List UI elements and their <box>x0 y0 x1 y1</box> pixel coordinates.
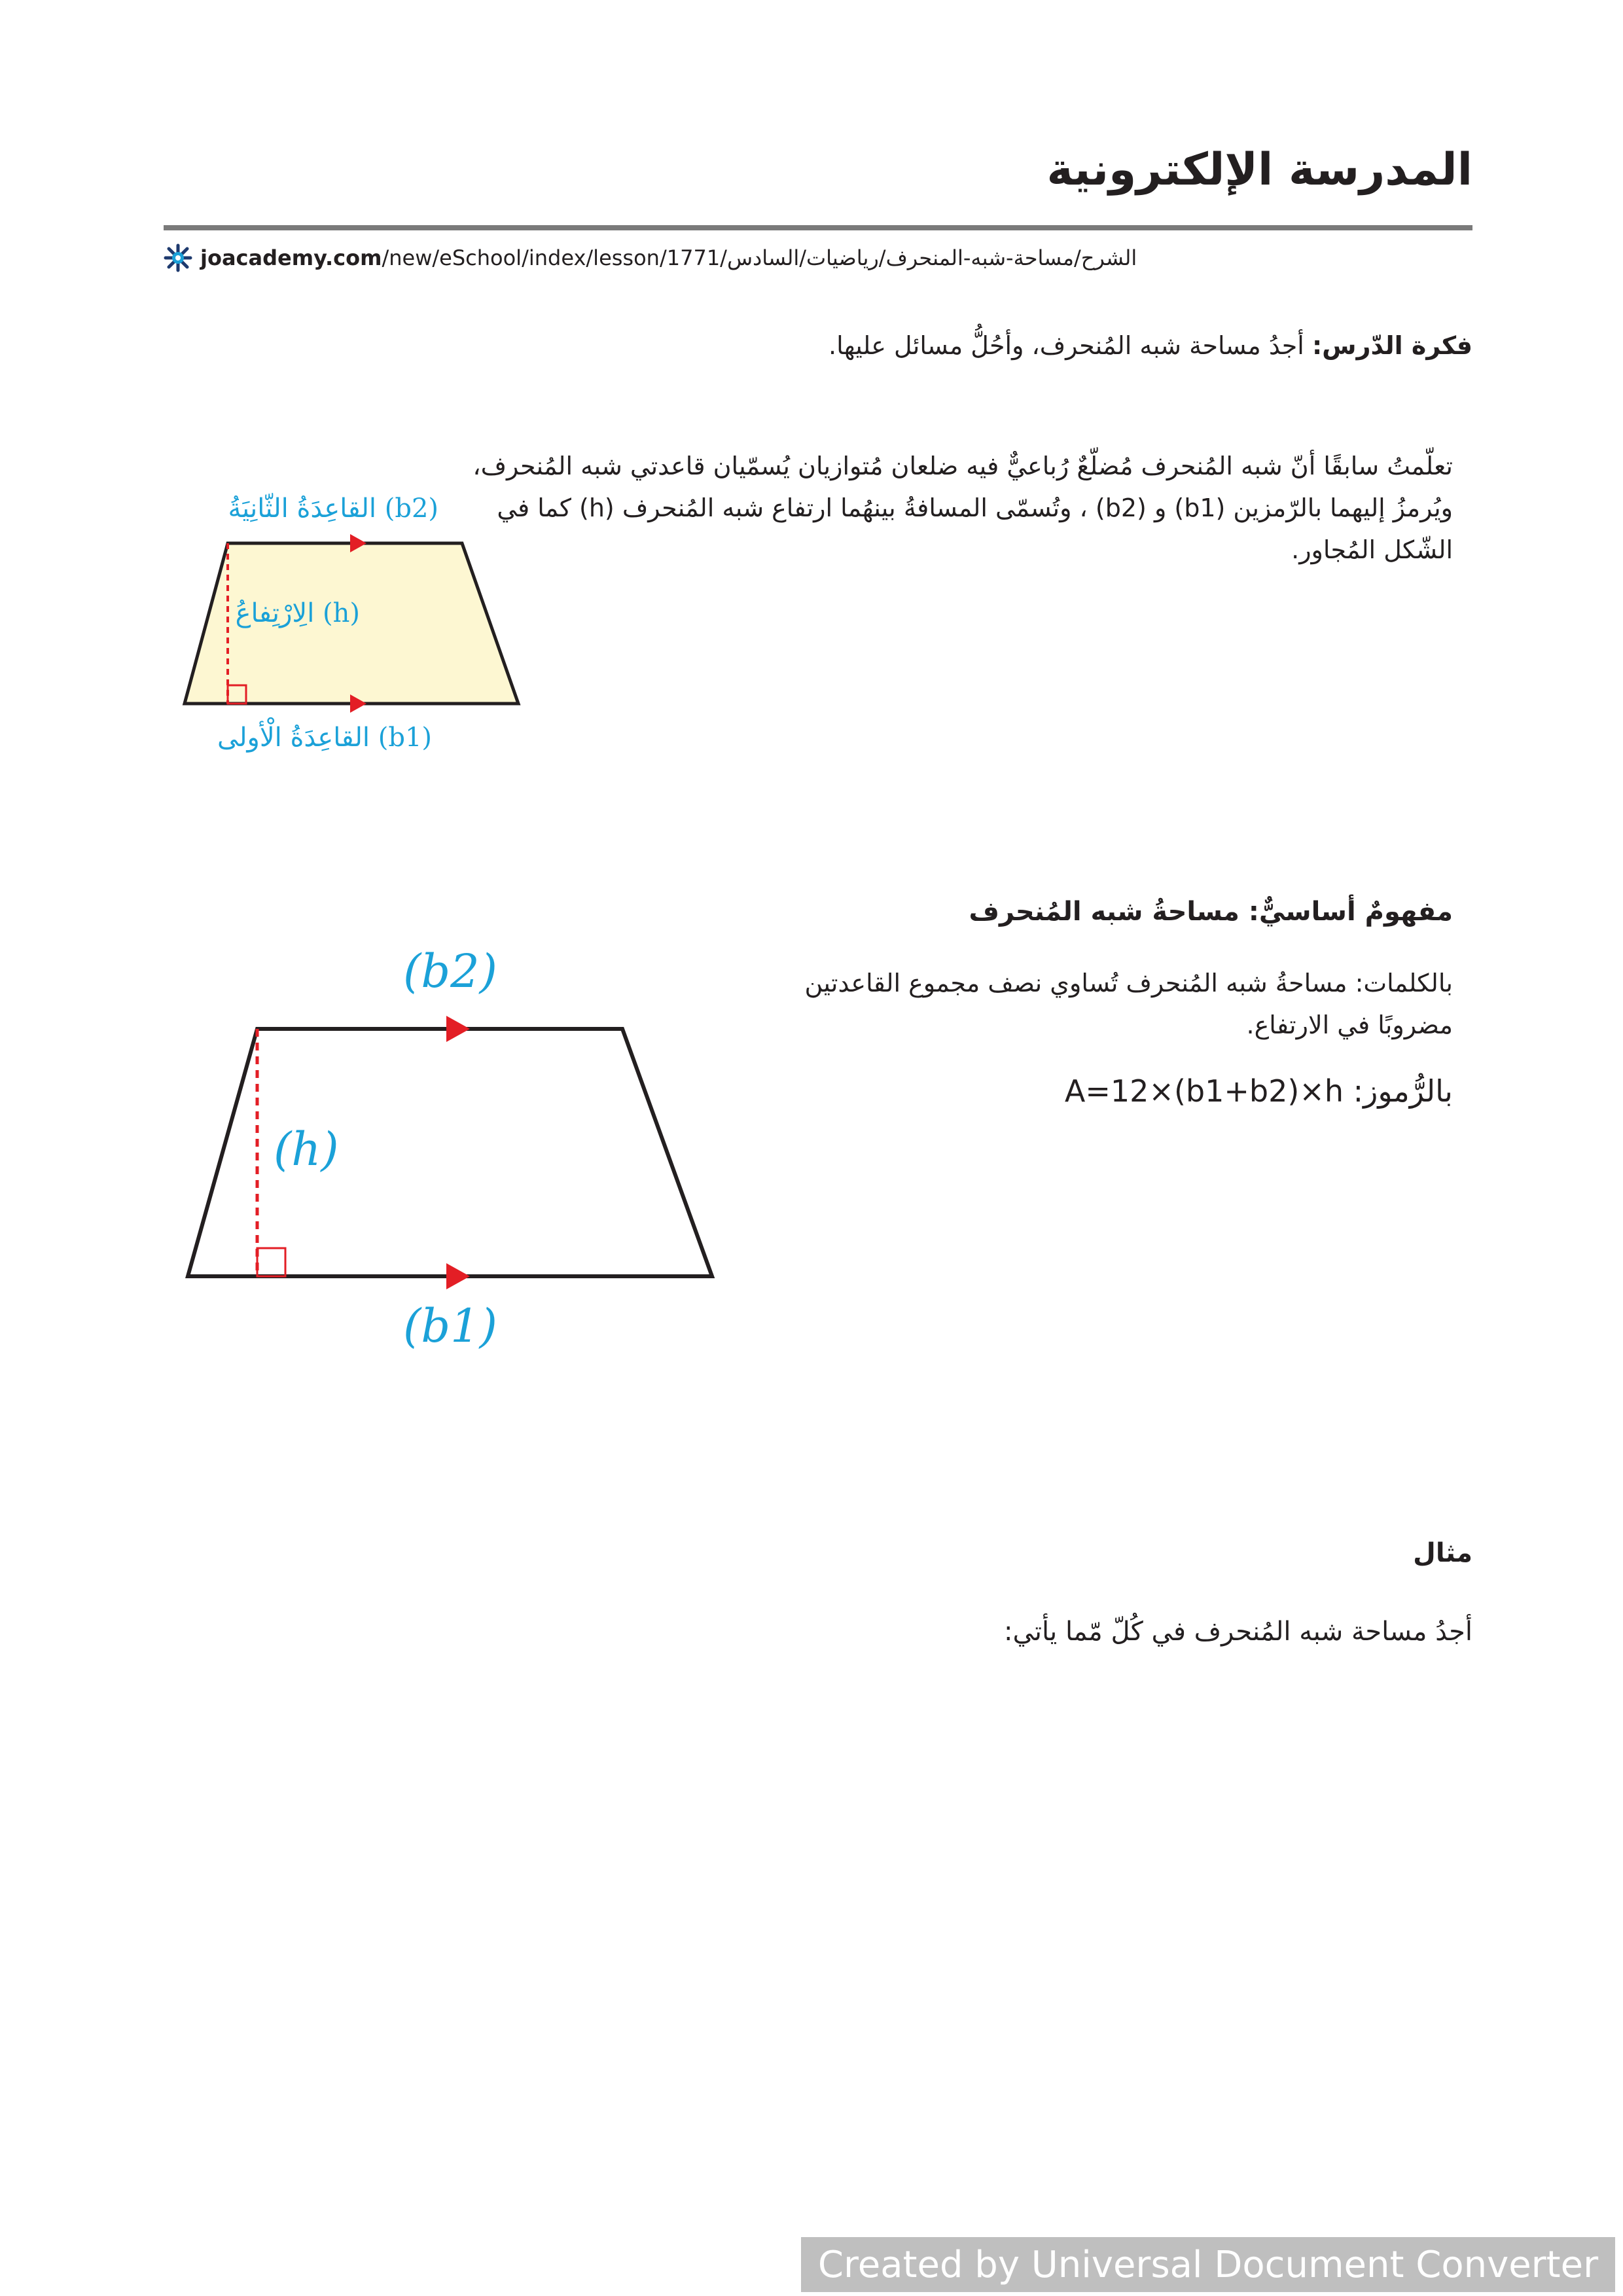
lesson-idea-label: فكرة الدّرس: <box>1311 331 1472 360</box>
converter-watermark: Created by Universal Document Converter <box>801 2237 1615 2292</box>
key-concept-title: مفهومٌ أساسيٌّ: مساحةُ شبه المُنحرف <box>969 897 1453 927</box>
trapezoid-figure-small <box>177 478 543 766</box>
label-base-1: (b1) <box>403 1299 497 1353</box>
area-formula: A=12×(b1+b2)×h :بالرُّموز <box>1064 1073 1453 1109</box>
label-height: الِارْتِفاعُ (h) <box>235 598 360 628</box>
trapezoid-figure-large <box>177 929 733 1388</box>
parallel-arrow-top <box>446 1016 470 1042</box>
label-base-1: القاعِدَةُ الْأولى (b1) <box>217 723 432 753</box>
intro-paragraph: تعلّمتُ سابقًا أنّ شبه المُنحرف مُضلّعٌ رُباعيٌّ فيه ضلعان مُتوازيان يُسمّيان قاعدتي شبه المُنحرف، ويُرمزُ إليهما بالرّمزين (b1) و (b2) ، وتُسمّى المسافةُ بينهُما ارتفاع شبه المُنحرف (h) كما في الشّكل المُجاور. <box>473 452 1453 564</box>
header-divider <box>164 225 1472 230</box>
example-text: أجدُ مساحة شبه المُنحرف في كُلّ مّما يأتي: <box>1004 1617 1472 1647</box>
trapezoid-outline <box>188 1029 712 1276</box>
right-angle-mark <box>257 1248 285 1276</box>
lesson-idea-text: أجدُ مساحة شبه المُنحرف، وأحُلُّ مسائل عليها. <box>829 331 1304 360</box>
joacademy-logo-icon <box>164 243 192 272</box>
lesson-idea <box>556 325 1472 367</box>
url-path: /new/eSchool/index/lesson/1771/الشرح/مساحة-شبه-المنحرف/رياضيات/السادس <box>382 245 1137 270</box>
school-name-title: المدرسة الإلكترونية <box>1046 144 1472 196</box>
example-title: مثال <box>1413 1538 1472 1568</box>
source-url[interactable] <box>164 243 1137 272</box>
label-height: (h) <box>274 1122 339 1176</box>
key-concept-text: بالكلمات: مساحةُ شبه المُنحرف تُساوي نصف مجموع القاعدتين مضروبًا في الارتفاع. <box>804 969 1453 1039</box>
label-base-2: القاعِدَةُ الثّانِيَةُ (b2) <box>228 493 438 524</box>
url-domain: joacademy.com <box>200 245 382 270</box>
label-base-2: (b2) <box>403 944 497 998</box>
parallel-arrow-bottom <box>446 1263 470 1289</box>
